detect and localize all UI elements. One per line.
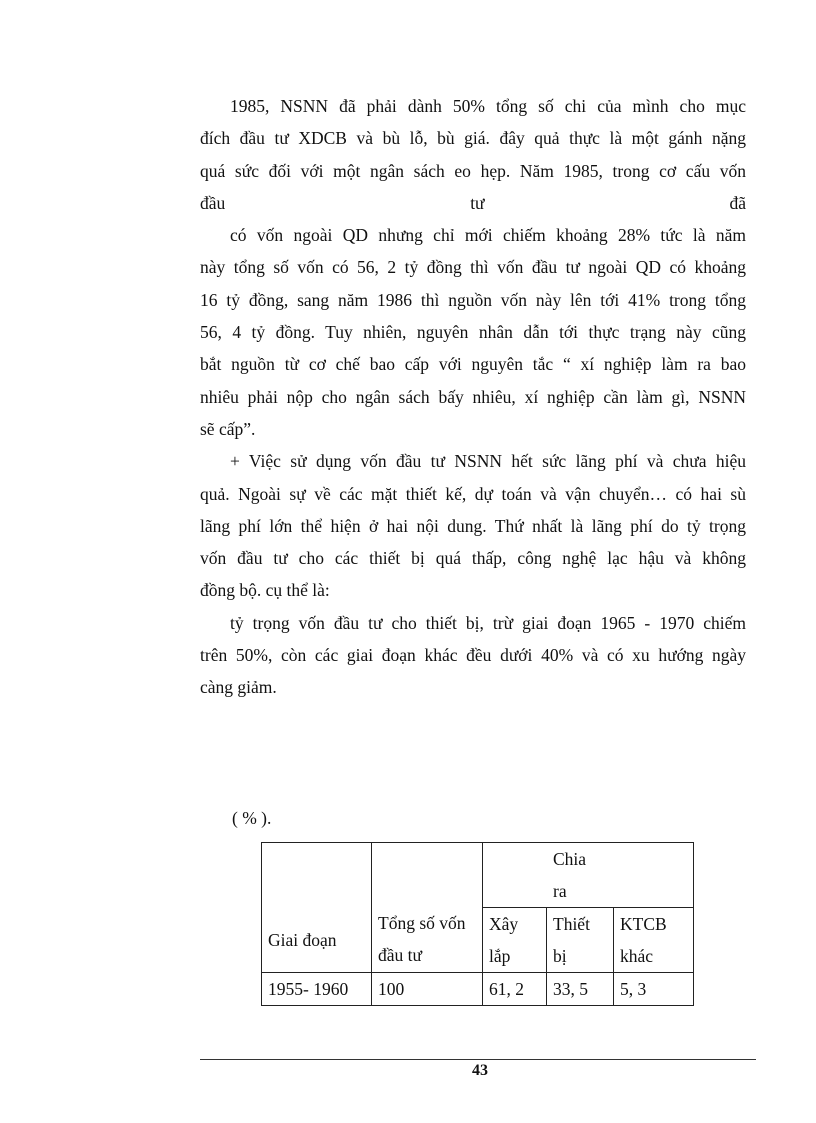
text-line: vốn đầu tư cho các thiết bị quá thấp, công nghệ lạc hậu và không <box>200 548 746 569</box>
text-line: càng giảm. <box>200 677 277 698</box>
text-line: tỷ trọng vốn đầu tư cho thiết bị, trừ giai đoạn 1965 - 1970 chiếm <box>230 612 746 633</box>
word: đã <box>729 192 746 213</box>
text-line: này tổng số vốn có 56, 2 tỷ đồng thì vốn đầu tư ngoài QD có khoảng <box>200 257 746 278</box>
text-line: đích đầu tư XDCB và bù lỗ, bù giá. đây quả thực là một gánh nặng <box>200 128 746 149</box>
header-breakdown: Chia ra <box>483 843 694 908</box>
header-construction: Xây lắp <box>483 908 547 973</box>
header-period: Giai đoạn <box>262 843 372 973</box>
text-line: sẽ cấp”. <box>200 418 256 439</box>
body-text <box>200 90 746 704</box>
cell-equipment: 33, 5 <box>547 973 614 1006</box>
word: tư <box>470 192 485 213</box>
table-caption: ( % ). <box>232 808 272 828</box>
text-line: có vốn ngoài QD nhưng chỉ mới chiếm khoảng 28% tức là năm <box>230 225 746 246</box>
word: đầu <box>200 192 226 213</box>
header-other: KTCB khác <box>614 908 694 973</box>
page-number: 43 <box>472 1062 488 1079</box>
investment-table <box>261 842 694 1006</box>
cell-construction: 61, 2 <box>483 973 547 1006</box>
text-line: quả. Ngoài sự về các mặt thiết kế, dự toán và vận chuyển… có hai sù <box>200 483 746 504</box>
text-line: 16 tỷ đồng, sang năm 1986 thì nguồn vốn này lên tới 41% trong tổng <box>200 289 746 310</box>
text-line: đồng bộ. cụ thể là: <box>200 580 330 601</box>
header-total: Tổng số vốn đầu tư <box>372 843 483 973</box>
cell-other: 5, 3 <box>614 973 694 1006</box>
text-line: bắt nguồn từ cơ chế bao cấp với nguyên tắc “ xí nghiệp làm ra bao <box>200 354 746 375</box>
header-equipment: Thiết bị <box>547 908 614 973</box>
text-line: trên 50%, còn các giai đoạn khác đều dưới 40% và có xu hướng ngày <box>200 645 746 666</box>
text-line <box>200 187 746 219</box>
text-line: quá sức đối với một ngân sách eo hẹp. Năm 1985, trong cơ cấu vốn <box>200 160 746 181</box>
table-row <box>262 973 694 1006</box>
text-line: nhiêu phải nộp cho ngân sách bấy nhiêu, xí nghiệp cần làm gì, NSNN <box>200 386 746 407</box>
text-line: + Việc sử dụng vốn đầu tư NSNN hết sức lãng phí và chưa hiệu <box>230 451 746 472</box>
text-line: lãng phí lớn thể hiện ở hai nội dung. Thứ nhất là lãng phí do tỷ trọng <box>200 515 746 536</box>
text-line: 56, 4 tỷ đồng. Tuy nhiên, nguyên nhân dẫn tới thực trạng này cũng <box>200 322 746 343</box>
cell-period: 1955- 1960 <box>262 973 372 1006</box>
cell-total: 100 <box>372 973 483 1006</box>
footer-divider <box>200 1059 756 1060</box>
table-header-row <box>262 843 694 908</box>
text-line: 1985, NSNN đã phải dành 50% tổng số chi của mình cho mục <box>230 96 746 116</box>
